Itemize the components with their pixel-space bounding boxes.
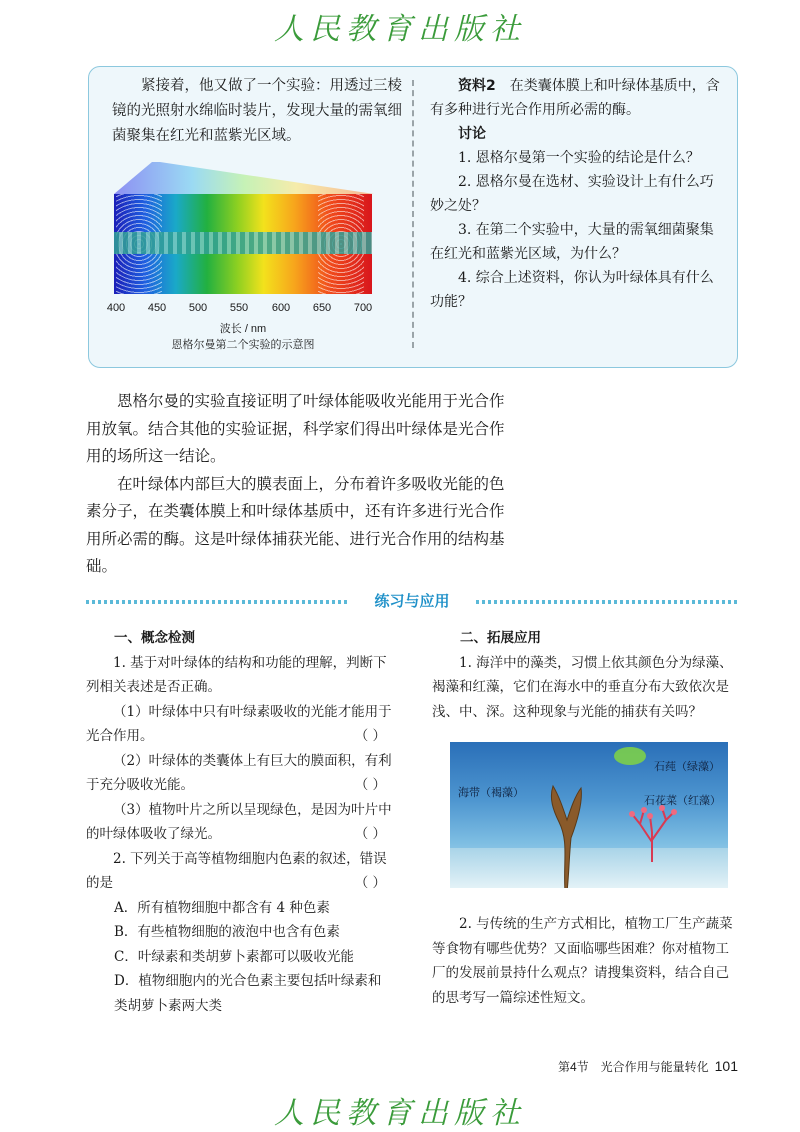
- choice-option: C．叶绿素和类胡萝卜素都可以吸收光能: [114, 948, 354, 965]
- discussion-question: 3. 在第二个实验中，大量的需氧细菌聚集在红光和蓝紫光区域，为什么？: [430, 222, 714, 262]
- tick-label: 500: [188, 302, 208, 314]
- wavelength-axis-label: 波长 / nm: [219, 323, 267, 335]
- true-false-item: [86, 749, 392, 798]
- answer-blank[interactable]: （ ）: [354, 875, 386, 891]
- discussion-question: 2. 恩格尔曼在选材、实验设计上有什么巧妙之处？: [430, 174, 714, 214]
- item-text: （3）植物叶片之所以呈现绿色，是因为叶片中的叶绿体吸收了绿光。: [86, 801, 392, 842]
- label-green-algae: 石莼（绿藻）: [654, 761, 720, 773]
- choice-option: D．植物细胞内的光合色素主要包括叶绿素和类胡萝卜素两大类: [114, 973, 382, 1014]
- wavelength-ticks: [104, 302, 384, 318]
- tick-label: 550: [229, 302, 249, 314]
- green-algae-illustration: [610, 742, 650, 768]
- tick-label: 450: [147, 302, 167, 314]
- body-text: [86, 388, 506, 581]
- question-stem: 1. 基于对叶绿体的结构和功能的理解，判断下列相关表述是否正确。: [86, 654, 387, 695]
- discussion-label: 讨论: [458, 126, 486, 142]
- part-heading: 一、概念检测: [114, 630, 195, 646]
- discussion-question: 4. 综合上述资料，你认为叶绿体具有什么功能？: [430, 270, 714, 310]
- box-divider: [412, 80, 414, 348]
- discussion-question: 1. 恩格尔曼第一个实验的结论是什么？: [458, 150, 700, 166]
- label-brown-algae: 海带（褐藻）: [458, 787, 524, 799]
- engelmann-figure: [112, 160, 374, 300]
- tick-label: 400: [106, 302, 126, 314]
- tick-label: 600: [271, 302, 291, 314]
- divider-line: [86, 600, 348, 604]
- publisher-watermark-top: 人民教育出版社: [274, 12, 526, 47]
- figure-caption: 恩格尔曼第二个实验的示意图: [171, 339, 315, 351]
- material-and-discussion: [430, 74, 720, 314]
- question-stem: [86, 847, 392, 896]
- seabed: [450, 848, 728, 888]
- publisher-watermark-bottom: 人民教育出版社: [274, 1096, 526, 1131]
- body-paragraph: 恩格尔曼的实验直接证明了叶绿体能吸收光能用于光合作用放氧。结合其他的实验证据，科学家们得出叶绿体是光合作用的场所这一结论。: [86, 392, 505, 465]
- item-text: 2. 下列关于高等植物细胞内色素的叙述，错误的是: [86, 850, 387, 891]
- algae-photo: [450, 742, 728, 888]
- question-text: 1. 海洋中的藻类，习惯上依其颜色分为绿藻、褐藻和红藻，它们在海水中的垂直分布大致依次是浅、中、深。这种现象与光能的捕获有关吗？: [432, 654, 733, 720]
- item-text: （1）叶绿体中只有叶绿素吸收的光能才能用于光合作用。: [86, 703, 392, 744]
- page-footer: [500, 1058, 738, 1075]
- concept-check-column: [86, 626, 392, 1018]
- page-number: 101: [714, 1058, 738, 1074]
- extension-question-2: [432, 912, 738, 1010]
- answer-blank[interactable]: （ ）: [354, 777, 386, 793]
- true-false-item: [86, 798, 392, 847]
- question-text: 2. 与传统的生产方式相比，植物工厂生产蔬菜等食物有哪些优势？又面临哪些困难？你对植物工厂的发展前景持什么观点？请搜集资料，结合自己的思考写一篇综述性短文。: [432, 916, 733, 1006]
- material-label: 资料2: [458, 78, 496, 94]
- body-paragraph: 在叶绿体内部巨大的膜表面上，分布着许多吸收光能的色素分子，在类囊体膜上和叶绿体基质中，还有许多进行光合作用所必需的酶。这是叶绿体捕获光能、进行光合作用的结构基础。: [86, 474, 505, 575]
- choice-option: B．有些植物细胞的液泡中也含有色素: [114, 924, 340, 940]
- prism-light-beam: [112, 160, 374, 196]
- experiment-description: 紧接着，他又做了一个实验：用透过三棱镜的光照射水绵临时装片，发现大量的需氧细菌聚集在红光和蓝紫光区域。: [112, 78, 402, 144]
- exercise-section-header: [86, 590, 738, 612]
- label-red-algae: 石花菜（红藻）: [644, 795, 721, 807]
- choice-option: A．所有植物细胞中都含有 4 种色素: [114, 899, 330, 916]
- red-algae-illustration: [622, 802, 682, 862]
- answer-blank[interactable]: （ ）: [354, 826, 386, 842]
- extension-column: [432, 626, 738, 724]
- spirogyra-filament: [114, 232, 372, 254]
- section-title: 练习与应用: [374, 592, 450, 610]
- tick-label: 700: [353, 302, 373, 314]
- kelp-illustration: [545, 782, 585, 888]
- section-name: 第4节 光合作用与能量转化: [557, 1060, 709, 1074]
- item-text: （2）叶绿体的类囊体上有巨大的膜面积，有利于充分吸收光能。: [86, 752, 392, 793]
- part-heading: 二、拓展应用: [460, 630, 541, 646]
- true-false-item: [86, 700, 392, 749]
- divider-line: [476, 600, 738, 604]
- tick-label: 650: [312, 302, 332, 314]
- answer-blank[interactable]: （ ）: [354, 728, 386, 744]
- material-text: 在类囊体膜上和叶绿体基质中，含有多种进行光合作用所必需的酶。: [430, 78, 720, 118]
